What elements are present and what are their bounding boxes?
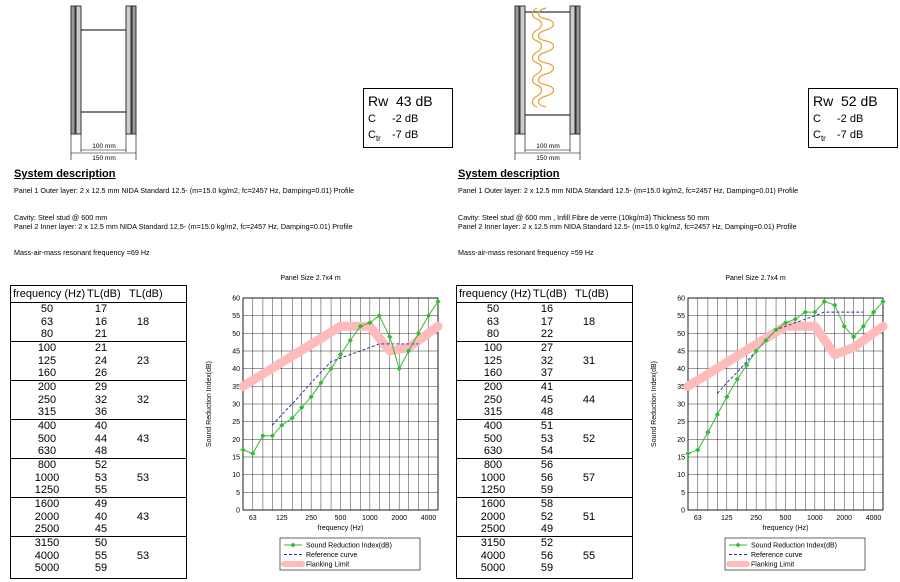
header-tl: TL(dB) bbox=[87, 288, 121, 300]
legend-label-flank: Flanking Limit bbox=[751, 561, 795, 569]
cell-tl-octave: 44 bbox=[582, 393, 596, 406]
description-resonance: Mass-air-mass resonant frequency =59 Hz bbox=[458, 248, 594, 257]
table-group bbox=[457, 458, 632, 498]
cell-frequency: 400 bbox=[37, 420, 57, 432]
table-group bbox=[457, 302, 632, 342]
cell-tl: 59 bbox=[540, 484, 554, 497]
cell-tl: 59 bbox=[540, 562, 554, 575]
cell-frequency: 1600 bbox=[34, 498, 60, 510]
cell-frequency: 2000 bbox=[480, 510, 506, 523]
cell-tl-octave: 18 bbox=[136, 315, 150, 328]
cell-frequency: 125 bbox=[37, 354, 57, 367]
cell-tl: 21 bbox=[94, 342, 108, 354]
cell-tl-octave: 18 bbox=[582, 315, 596, 328]
cell-frequency: 500 bbox=[483, 432, 503, 445]
cell-tl: 56 bbox=[540, 459, 554, 471]
c-rating: C -2 dB bbox=[813, 113, 864, 125]
dim-outer-label: 150 mm bbox=[536, 155, 560, 162]
system-panel-2 bbox=[450, 0, 898, 582]
y-tick-label: 60 bbox=[232, 295, 240, 303]
chart-title: Panel Size 2.7x4 m bbox=[725, 275, 786, 282]
table-group bbox=[457, 419, 632, 459]
table-group bbox=[11, 536, 186, 576]
cell-tl-octave: 55 bbox=[582, 549, 596, 562]
rw-rating: Rw 43 dB bbox=[368, 93, 433, 109]
x-tick-label: 2000 bbox=[836, 515, 852, 522]
y-tick-label: 45 bbox=[677, 348, 685, 356]
tl-table bbox=[456, 285, 633, 579]
cell-tl: 44 bbox=[94, 432, 108, 445]
header-tl: TL(dB) bbox=[533, 288, 567, 300]
y-tick-label: 35 bbox=[677, 383, 685, 391]
system-panel-1 bbox=[0, 0, 448, 582]
cell-frequency: 800 bbox=[483, 459, 503, 471]
header-frequency: frequency (Hz) bbox=[459, 288, 532, 300]
cell-tl: 53 bbox=[94, 471, 108, 484]
legend-label-tl: Sound Reduction Index(dB) bbox=[751, 542, 837, 550]
y-axis-label: Sound Reduction Index(dB) bbox=[651, 361, 658, 447]
cell-frequency: 250 bbox=[37, 393, 57, 406]
cell-frequency: 3150 bbox=[34, 537, 60, 549]
cell-tl-octave: 43 bbox=[136, 432, 150, 445]
cell-frequency: 50 bbox=[40, 303, 54, 315]
y-tick-label: 0 bbox=[236, 507, 240, 515]
cell-tl: 16 bbox=[94, 315, 108, 328]
x-tick-label: 125 bbox=[720, 515, 733, 522]
cell-tl: 48 bbox=[94, 445, 108, 458]
cell-frequency: 1250 bbox=[480, 484, 506, 497]
x-tick-label: 2000 bbox=[391, 515, 407, 522]
tl-chart bbox=[645, 268, 893, 582]
cell-frequency: 315 bbox=[483, 406, 503, 419]
cell-frequency: 1250 bbox=[34, 484, 60, 497]
rw-rating: Rw 52 dB bbox=[813, 93, 878, 109]
cell-tl: 37 bbox=[540, 367, 554, 380]
cell-tl: 52 bbox=[540, 537, 554, 549]
cell-tl: 17 bbox=[540, 315, 554, 328]
cell-tl-octave: 51 bbox=[582, 510, 596, 523]
cell-tl: 36 bbox=[94, 406, 108, 419]
description-panel1: Panel 1 Outer layer: 2 x 12.5 mm NIDA Standard 12.5- (m=15.0 kg/m2, fc=2457 Hz, Damping=0.01) Profile bbox=[14, 186, 355, 195]
legend-label-ref: Reference curve bbox=[306, 552, 358, 559]
cell-tl: 51 bbox=[540, 420, 554, 432]
legend-label-tl: Sound Reduction Index(dB) bbox=[306, 542, 392, 550]
cell-tl-octave: 32 bbox=[136, 393, 150, 406]
cell-frequency: 80 bbox=[486, 328, 500, 341]
y-tick-label: 50 bbox=[677, 330, 685, 338]
x-axis-label: frequency (Hz) bbox=[762, 525, 809, 532]
y-tick-label: 30 bbox=[232, 401, 240, 409]
cell-frequency: 100 bbox=[37, 342, 57, 354]
cell-frequency: 63 bbox=[486, 315, 500, 328]
y-tick-label: 15 bbox=[677, 454, 685, 462]
cell-tl-octave: 57 bbox=[582, 471, 596, 484]
header-tl-octave: TL(dB) bbox=[575, 288, 609, 300]
cell-tl: 45 bbox=[540, 393, 554, 406]
table-group bbox=[11, 380, 186, 420]
cell-frequency: 2000 bbox=[34, 510, 60, 523]
cell-tl: 53 bbox=[540, 432, 554, 445]
tl-table-header bbox=[11, 286, 186, 301]
y-axis-label: Sound Reduction Index(dB) bbox=[206, 361, 213, 447]
cell-frequency: 4000 bbox=[34, 549, 60, 562]
cell-tl: 55 bbox=[94, 484, 108, 497]
ctr-rating: $C_{tr}$ -7 dB bbox=[368, 129, 419, 144]
y-tick-label: 55 bbox=[677, 313, 685, 321]
y-tick-label: 25 bbox=[677, 419, 685, 427]
table-group bbox=[11, 458, 186, 498]
dim-outer-label: 150 mm bbox=[92, 155, 116, 162]
cell-frequency: 160 bbox=[37, 367, 57, 380]
cell-tl: 58 bbox=[540, 498, 554, 510]
system-description-title: System description bbox=[458, 168, 560, 180]
table-group bbox=[11, 497, 186, 537]
ctr-rating: $C_{tr}$ -7 dB bbox=[813, 129, 864, 144]
legend-label-flank: Flanking Limit bbox=[306, 561, 350, 569]
cell-frequency: 63 bbox=[40, 315, 54, 328]
description-resonance: Mass-air-mass resonant frequency =69 Hz bbox=[14, 248, 150, 257]
y-tick-label: 50 bbox=[232, 330, 240, 338]
legend-label-ref: Reference curve bbox=[751, 552, 803, 559]
y-tick-label: 45 bbox=[232, 348, 240, 356]
description-panel2: Panel 2 Inner layer: 2 x 12.5 mm NIDA Standard 12.5- (m=15.0 kg/m2, fc=2457 Hz, Damping=0.01) Profile bbox=[458, 222, 797, 231]
cell-frequency: 100 bbox=[483, 342, 503, 354]
x-tick-label: 63 bbox=[693, 515, 702, 522]
cell-tl: 40 bbox=[94, 420, 108, 432]
cell-frequency: 4000 bbox=[480, 549, 506, 562]
cell-frequency: 1600 bbox=[480, 498, 506, 510]
cell-tl: 56 bbox=[540, 471, 554, 484]
y-tick-label: 5 bbox=[681, 489, 685, 497]
cell-tl-octave: 23 bbox=[136, 354, 150, 367]
y-tick-label: 10 bbox=[677, 472, 685, 480]
cell-tl: 26 bbox=[94, 367, 108, 380]
cell-frequency: 400 bbox=[483, 420, 503, 432]
x-tick-label: 63 bbox=[248, 515, 257, 522]
y-tick-label: 10 bbox=[232, 472, 240, 480]
cell-frequency: 125 bbox=[483, 354, 503, 367]
cell-tl: 50 bbox=[94, 537, 108, 549]
cell-tl-octave: 52 bbox=[582, 432, 596, 445]
cell-tl-octave: 31 bbox=[582, 354, 596, 367]
cell-tl: 55 bbox=[94, 549, 108, 562]
cell-frequency: 2500 bbox=[480, 523, 506, 536]
cell-tl: 45 bbox=[94, 523, 108, 536]
y-tick-label: 20 bbox=[232, 436, 240, 444]
c-rating: C -2 dB bbox=[368, 113, 419, 125]
y-tick-label: 5 bbox=[236, 489, 240, 497]
cell-tl: 59 bbox=[94, 562, 108, 575]
cell-tl-octave: 43 bbox=[136, 510, 150, 523]
cell-tl: 41 bbox=[540, 381, 554, 393]
table-group bbox=[457, 497, 632, 537]
cell-frequency: 5000 bbox=[480, 562, 506, 575]
cell-tl: 49 bbox=[540, 523, 554, 536]
cell-frequency: 315 bbox=[37, 406, 57, 419]
chart-legend bbox=[725, 538, 865, 570]
y-tick-label: 30 bbox=[677, 401, 685, 409]
system-description-title: System description bbox=[14, 168, 116, 180]
cell-frequency: 50 bbox=[486, 303, 500, 315]
rating-box bbox=[808, 88, 898, 148]
cell-tl: 32 bbox=[540, 354, 554, 367]
cell-frequency: 500 bbox=[37, 432, 57, 445]
x-tick-label: 4000 bbox=[865, 515, 882, 522]
cell-frequency: 5000 bbox=[34, 562, 60, 575]
cell-frequency: 200 bbox=[483, 381, 503, 393]
cell-tl: 22 bbox=[540, 328, 554, 341]
x-tick-label: 500 bbox=[779, 515, 792, 522]
cell-frequency: 3150 bbox=[480, 537, 506, 549]
y-tick-label: 60 bbox=[677, 295, 685, 303]
dim-inner-label: 100 mm bbox=[536, 143, 560, 150]
cell-tl: 29 bbox=[94, 381, 108, 393]
y-tick-label: 0 bbox=[681, 507, 685, 515]
x-tick-label: 125 bbox=[275, 515, 288, 522]
x-tick-label: 4000 bbox=[420, 515, 437, 522]
cell-frequency: 1000 bbox=[480, 471, 506, 484]
y-tick-label: 35 bbox=[232, 383, 240, 391]
cell-frequency: 630 bbox=[37, 445, 57, 458]
cell-tl-octave: 53 bbox=[136, 549, 150, 562]
y-tick-label: 25 bbox=[232, 419, 240, 427]
cell-frequency: 630 bbox=[483, 445, 503, 458]
x-axis-label: frequency (Hz) bbox=[317, 525, 364, 532]
cell-tl-octave: 53 bbox=[136, 471, 150, 484]
cell-tl: 21 bbox=[94, 328, 108, 341]
rating-box bbox=[363, 88, 453, 148]
description-panel2: Panel 2 Inner layer: 2 x 12.5 mm NIDA Standard 12.5- (m=15.0 kg/m2, fc=2457 Hz, Damping=0.01) Profile bbox=[14, 222, 353, 231]
table-group bbox=[457, 536, 632, 576]
tl-table bbox=[10, 285, 187, 579]
y-tick-label: 15 bbox=[232, 454, 240, 462]
header-tl-octave: TL(dB) bbox=[129, 288, 163, 300]
dim-inner-label: 100 mm bbox=[92, 143, 116, 150]
cell-tl: 52 bbox=[94, 459, 108, 471]
x-tick-label: 250 bbox=[305, 515, 317, 522]
table-group bbox=[457, 341, 632, 381]
x-tick-label: 500 bbox=[334, 515, 347, 522]
x-tick-label: 250 bbox=[750, 515, 762, 522]
cell-frequency: 2500 bbox=[34, 523, 60, 536]
cell-tl: 56 bbox=[540, 549, 554, 562]
y-tick-label: 55 bbox=[232, 313, 240, 321]
cell-frequency: 1000 bbox=[34, 471, 60, 484]
cell-tl: 52 bbox=[540, 510, 554, 523]
cell-frequency: 160 bbox=[483, 367, 503, 380]
y-tick-label: 40 bbox=[677, 366, 685, 374]
cell-tl: 54 bbox=[540, 445, 554, 458]
cell-frequency: 250 bbox=[483, 393, 503, 406]
cell-tl: 17 bbox=[94, 303, 108, 315]
cell-tl: 48 bbox=[540, 406, 554, 419]
cell-frequency: 800 bbox=[37, 459, 57, 471]
x-tick-label: 1000 bbox=[807, 515, 823, 522]
cell-tl: 49 bbox=[94, 498, 108, 510]
chart-legend bbox=[280, 538, 420, 570]
table-group bbox=[457, 380, 632, 420]
header-frequency: frequency (Hz) bbox=[13, 288, 86, 300]
cell-frequency: 200 bbox=[37, 381, 57, 393]
chart-title: Panel Size 2.7x4 m bbox=[280, 275, 341, 282]
x-tick-label: 1000 bbox=[362, 515, 378, 522]
y-tick-label: 40 bbox=[232, 366, 240, 374]
cell-tl: 16 bbox=[540, 303, 554, 315]
tl-table-header bbox=[457, 286, 632, 301]
y-tick-label: 20 bbox=[677, 436, 685, 444]
tl-chart bbox=[200, 268, 448, 582]
cell-tl: 27 bbox=[540, 342, 554, 354]
table-group bbox=[11, 302, 186, 342]
cell-tl: 40 bbox=[94, 510, 108, 523]
cell-tl: 24 bbox=[94, 354, 108, 367]
description-cavity: Cavity: Steel stud @ 600 mm bbox=[14, 213, 108, 222]
cell-tl: 32 bbox=[94, 393, 108, 406]
description-cavity: Cavity: Steel stud @ 600 mm , Infill Fibre de verre (10kg/m3) Thickness 50 mm bbox=[458, 213, 710, 222]
table-group bbox=[11, 341, 186, 381]
cell-frequency: 80 bbox=[40, 328, 54, 341]
description-panel1: Panel 1 Outer layer: 2 x 12.5 mm NIDA Standard 12.5- (m=15.0 kg/m2, fc=2457 Hz, Damping=0.01) Profile bbox=[458, 186, 799, 195]
table-group bbox=[11, 419, 186, 459]
